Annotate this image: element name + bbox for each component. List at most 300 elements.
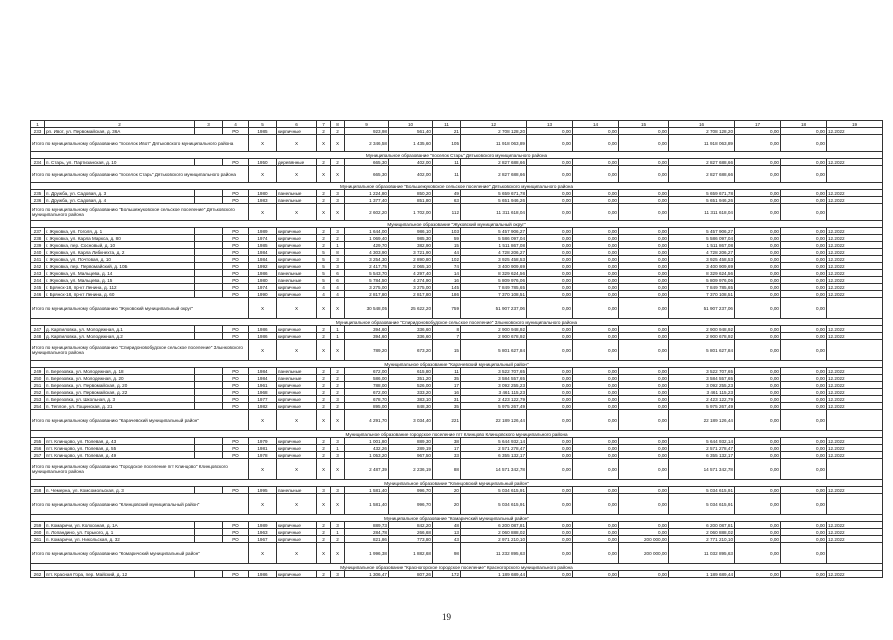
table-cell: панельные xyxy=(277,270,317,277)
table-cell xyxy=(195,452,223,459)
table-cell: панельные xyxy=(277,368,317,375)
table-cell: 234 xyxy=(31,159,45,166)
table-cell: панельные xyxy=(277,277,317,284)
table-cell: 251 xyxy=(31,382,45,389)
table-cell: 0,00 xyxy=(573,197,619,204)
table-cell: 12.2022 xyxy=(827,326,883,333)
table-cell: 0,00 xyxy=(527,487,573,494)
table-cell xyxy=(195,190,223,197)
table-cell: 2 346,58 xyxy=(345,135,389,152)
table-cell: 2 900 678,92 xyxy=(669,333,735,340)
table-cell: X xyxy=(331,135,345,152)
table-cell: 252 xyxy=(31,389,45,396)
table-cell: 0,00 xyxy=(781,403,827,410)
table-cell: 258 xyxy=(31,487,45,494)
table-cell: 236 xyxy=(31,197,45,204)
table-cell: X xyxy=(331,410,345,431)
table-cell: 2 xyxy=(317,396,331,403)
table-cell xyxy=(827,459,883,480)
table-cell: 12.2022 xyxy=(827,284,883,291)
table-cell: 44 xyxy=(433,249,461,256)
table-cell: 12.2022 xyxy=(827,263,883,270)
table-cell: 0,00 xyxy=(573,235,619,242)
table-cell: 0,00 xyxy=(527,340,573,361)
table-cell: 0,00 xyxy=(527,204,573,221)
table-cell: п. Старь, ул. Партизанская, д. 10 xyxy=(45,159,195,166)
table-row xyxy=(31,190,883,197)
table-cell: 5 659 671,78 xyxy=(461,190,527,197)
table-cell: 12.2022 xyxy=(827,396,883,403)
table-cell: 1 511 867,08 xyxy=(461,242,527,249)
table-cell: X xyxy=(249,543,277,564)
table-cell: 3 xyxy=(331,228,345,235)
table-cell: 16 xyxy=(669,121,735,128)
table-cell: РО xyxy=(223,235,249,242)
table-cell: 0,00 xyxy=(781,368,827,375)
table-cell: 6 200 087,81 xyxy=(461,522,527,529)
table-cell: 3 522 707,65 xyxy=(669,368,735,375)
table-cell: РО xyxy=(223,291,249,298)
table-cell: 5 xyxy=(317,249,331,256)
table-cell: 0,00 xyxy=(619,389,669,396)
table-cell: 1 644,00 xyxy=(345,228,389,235)
table-cell: РО xyxy=(223,438,249,445)
table-cell: 20 xyxy=(433,494,461,515)
table-cell: 1 435,60 xyxy=(389,135,433,152)
table-cell: 0,00 xyxy=(527,190,573,197)
table-cell: 615,80 xyxy=(389,368,433,375)
table-cell: 6 xyxy=(331,270,345,277)
table-cell xyxy=(195,197,223,204)
table-row xyxy=(31,389,883,396)
table-cell: панельные xyxy=(277,375,317,382)
table-cell: 0,00 xyxy=(619,235,669,242)
table-cell: кирпичные xyxy=(277,128,317,135)
section-title: Муниципальное образование "Спиридоновобудское сельское поселение" Злынковского муниципального района xyxy=(31,319,883,326)
table-cell: X xyxy=(317,340,331,361)
table-cell: 2 xyxy=(331,389,345,396)
table-cell: X xyxy=(317,298,331,319)
table-cell: 3 092 255,23 xyxy=(669,382,735,389)
table-cell: 0,00 xyxy=(619,277,669,284)
table-cell: 2 417,75 xyxy=(345,263,389,270)
table-cell: 2 xyxy=(331,128,345,135)
table-cell: 402,00 xyxy=(389,166,433,183)
table-cell: 289,19 xyxy=(389,445,433,452)
table-cell: 3 xyxy=(331,571,345,578)
table-cell: 12.2022 xyxy=(827,333,883,340)
table-cell: 12.2022 xyxy=(827,256,883,263)
table-cell xyxy=(195,536,223,543)
section-title: Муниципальное образование "Жуковский муниципальный округ" xyxy=(31,221,883,228)
table-cell: 678,70 xyxy=(345,396,389,403)
table-cell: 0,00 xyxy=(735,487,781,494)
table-cell xyxy=(827,494,883,515)
table-cell: 672,00 xyxy=(345,389,389,396)
table-cell: 12.2022 xyxy=(827,445,883,452)
table-cell: 967,50 xyxy=(389,452,433,459)
table-cell: 0,00 xyxy=(781,445,827,452)
table-cell: г. Жуковка, пер. Первомайский, д. 10Б xyxy=(45,263,195,270)
table-cell: 12.2022 xyxy=(827,522,883,529)
table-cell: 3 275,00 xyxy=(389,284,433,291)
table-cell: 240 xyxy=(31,249,45,256)
table-cell: 7 xyxy=(433,333,461,340)
table-row xyxy=(31,536,883,543)
table-cell: кирпичные xyxy=(277,389,317,396)
table-cell: 49 xyxy=(433,190,461,197)
table-row xyxy=(31,284,883,291)
table-cell: кирпичные xyxy=(277,263,317,270)
table-cell: 0,00 xyxy=(735,368,781,375)
table-cell: кирпичные xyxy=(277,438,317,445)
table-cell: 0,00 xyxy=(619,522,669,529)
subtotal-row xyxy=(31,166,883,183)
table-cell xyxy=(195,235,223,242)
table-cell: 48 xyxy=(433,522,461,529)
section-title: Муниципальное образование "Комаричский муниципальный район" xyxy=(31,515,883,522)
table-cell: 848,30 xyxy=(389,403,433,410)
table-cell: 0,00 xyxy=(735,529,781,536)
table-cell: 2 817,80 xyxy=(389,291,433,298)
table-cell: 13 xyxy=(527,121,573,128)
table-cell xyxy=(195,242,223,249)
table-cell: 10 xyxy=(389,121,433,128)
table-cell: 0,00 xyxy=(619,249,669,256)
table-cell: 2 xyxy=(317,571,331,578)
table-cell: 0,00 xyxy=(619,197,669,204)
page-number: 19 xyxy=(442,612,451,622)
table-cell: 0,00 xyxy=(527,410,573,431)
table-cell: 1 306,47 xyxy=(345,571,389,578)
table-cell: 2 708 128,20 xyxy=(669,128,735,135)
table-cell xyxy=(827,135,883,152)
table-cell: 996,70 xyxy=(389,487,433,494)
table-cell: 12.2022 xyxy=(827,277,883,284)
table-cell xyxy=(827,298,883,319)
table-cell: РО xyxy=(223,190,249,197)
table-cell: РО xyxy=(223,284,249,291)
table-cell: 2 xyxy=(317,159,331,166)
table-cell: 1 581,40 xyxy=(345,487,389,494)
table-cell: 1961 xyxy=(249,382,277,389)
subtotal-label: Итого по муниципальному образованию "поселок Старь" Дятьковского муниципального района xyxy=(31,166,249,183)
table-cell: 1990 xyxy=(249,291,277,298)
table-cell: 5 651 946,26 xyxy=(669,197,735,204)
table-row xyxy=(31,382,883,389)
table-cell: г. Жуковка, ул. Гоголя, д. 1 xyxy=(45,228,195,235)
table-cell: 0,00 xyxy=(527,389,573,396)
table-cell: X xyxy=(317,204,331,221)
table-cell: 5 644 932,14 xyxy=(669,438,735,445)
section-header-row xyxy=(31,319,883,326)
table-cell: 0,00 xyxy=(527,536,573,543)
table-cell: 1963 xyxy=(249,529,277,536)
table-cell: X xyxy=(277,135,317,152)
table-cell: п. Березовка, ул. Первомайская, д. 20 xyxy=(45,382,195,389)
table-cell: 14 571 342,78 xyxy=(669,459,735,480)
table-cell: п. Комаричи, ул. Никольская, д. 32 xyxy=(45,536,195,543)
table-cell: РО xyxy=(223,522,249,529)
table-cell: 12.2022 xyxy=(827,235,883,242)
table-cell: 985,30 xyxy=(389,235,433,242)
table-cell: 1 189 689,44 xyxy=(461,571,527,578)
table-cell: 0,00 xyxy=(573,529,619,536)
section-header-row xyxy=(31,152,883,159)
table-cell: 1 581,40 xyxy=(345,494,389,515)
table-cell xyxy=(195,382,223,389)
table-cell: 0,00 xyxy=(781,410,827,431)
table-cell: 0,00 xyxy=(781,197,827,204)
table-cell: 200 000,00 xyxy=(619,536,669,543)
table-cell: 0,00 xyxy=(735,135,781,152)
table-cell: 22 189 126,44 xyxy=(669,410,735,431)
table-cell: 0,00 xyxy=(573,190,619,197)
table-cell: 200 000,00 xyxy=(619,543,669,564)
table-cell: 0,00 xyxy=(781,256,827,263)
table-cell: г. Жуковка, ул. Мальцева, д. 14 xyxy=(45,270,195,277)
table-cell: 0,00 xyxy=(781,284,827,291)
table-cell: 3 400 909,69 xyxy=(669,263,735,270)
table-cell: 0,00 xyxy=(527,571,573,578)
table-cell: 0,00 xyxy=(781,340,827,361)
table-cell: 0,00 xyxy=(781,494,827,515)
table-cell: РО xyxy=(223,128,249,135)
table-cell xyxy=(195,571,223,578)
section-title: Муниципальное образование городское поселение пгт Клинцово Клинцовского муниципального района xyxy=(31,431,883,438)
table-cell xyxy=(195,438,223,445)
table-cell: 243 xyxy=(31,270,45,277)
table-cell xyxy=(827,166,883,183)
table-cell: 2 xyxy=(317,536,331,543)
table-cell: X xyxy=(277,298,317,319)
table-cell: X xyxy=(277,494,317,515)
table-cell: 233 xyxy=(31,128,45,135)
table-cell: 1 xyxy=(331,242,345,249)
table-cell: 1982 xyxy=(249,403,277,410)
subtotal-row xyxy=(31,410,883,431)
table-cell: 0,00 xyxy=(781,298,827,319)
table-cell: 1985 xyxy=(249,128,277,135)
table-cell: 336,60 xyxy=(389,333,433,340)
table-cell: 0,00 xyxy=(781,389,827,396)
table-cell: 2 423 122,79 xyxy=(461,396,527,403)
table-cell: 3 xyxy=(331,452,345,459)
table-cell: 4 274,90 xyxy=(389,277,433,284)
table-cell: 25 622,20 xyxy=(389,298,433,319)
table-cell: 0,00 xyxy=(573,368,619,375)
table-cell: 0,00 xyxy=(735,494,781,515)
table-cell: 0,00 xyxy=(573,298,619,319)
table-cell: 5 659 671,78 xyxy=(669,190,735,197)
table-row xyxy=(31,438,883,445)
table-cell: 145 xyxy=(433,284,461,291)
table-cell: 8 xyxy=(331,249,345,256)
table-cell: 0,00 xyxy=(619,403,669,410)
table-cell: кирпичные xyxy=(277,571,317,578)
table-cell: 0,00 xyxy=(781,291,827,298)
column-number-row xyxy=(31,121,883,128)
table-cell: РО xyxy=(223,571,249,578)
table-cell: 0,00 xyxy=(735,403,781,410)
table-cell: 2 xyxy=(317,242,331,249)
table-cell: 5 801 627,84 xyxy=(461,340,527,361)
table-cell: 2 xyxy=(317,403,331,410)
table-cell: 3 254,30 xyxy=(345,256,389,263)
table-cell: 850,20 xyxy=(389,190,433,197)
table-cell: 5 586 097,04 xyxy=(461,235,527,242)
table-cell: 0,00 xyxy=(781,263,827,270)
table-cell: 244 xyxy=(31,277,45,284)
table-cell: 0,00 xyxy=(735,438,781,445)
table-cell: г. Брянск-18, пр-кт Ленина, д. 112 xyxy=(45,284,195,291)
table-cell: 247 xyxy=(31,326,45,333)
table-cell: 2 708 128,20 xyxy=(461,128,527,135)
table-cell: 5 975 267,49 xyxy=(669,403,735,410)
table-cell: РО xyxy=(223,242,249,249)
table-cell: 3 xyxy=(317,487,331,494)
table-cell: 0,00 xyxy=(527,197,573,204)
table-cell: 1 224,80 xyxy=(345,190,389,197)
table-cell: г. Жуковка, ул. Карла Либкнехта, д. 2 xyxy=(45,249,195,256)
table-cell: 2 xyxy=(317,128,331,135)
table-cell: 262 xyxy=(31,571,45,578)
table-cell: 260 xyxy=(31,529,45,536)
table-cell xyxy=(195,277,223,284)
table-cell: 1979 xyxy=(249,438,277,445)
table-cell: 6 xyxy=(331,277,345,284)
section-header-row xyxy=(31,515,883,522)
table-cell: 0,00 xyxy=(527,284,573,291)
table-cell: X xyxy=(317,410,331,431)
table-cell: 33 xyxy=(433,452,461,459)
table-cell: 0,00 xyxy=(781,326,827,333)
subtotal-label: Итого по муниципальному образованию "Спиридоновобудское сельское поселение" Злынковского муниципального района xyxy=(31,340,249,361)
table-cell: 889,30 xyxy=(389,438,433,445)
table-cell: 11 xyxy=(433,368,461,375)
table-cell: X xyxy=(331,298,345,319)
table-cell: 1 xyxy=(331,529,345,536)
table-cell: 12.2022 xyxy=(827,228,883,235)
section-title: Муниципальное образование "Красногорское городское поселение" Красногорского муниципального района xyxy=(31,564,883,571)
table-cell: 665,30 xyxy=(345,166,389,183)
table-cell: 5 651 946,26 xyxy=(461,197,527,204)
table-cell: г. Жуковка, ул. Мальцева, д. 15 xyxy=(45,277,195,284)
table-cell: 5 xyxy=(317,277,331,284)
table-cell: 35 xyxy=(433,375,461,382)
table-cell: 0,00 xyxy=(573,277,619,284)
table-cell: 7 849 785,65 xyxy=(669,284,735,291)
table-cell: 0,00 xyxy=(619,375,669,382)
table-cell: 336,60 xyxy=(389,326,433,333)
table-cell: 11 918 063,89 xyxy=(461,135,527,152)
table-cell: 1 996,38 xyxy=(345,543,389,564)
table-cell: 3 xyxy=(331,256,345,263)
table-cell: X xyxy=(249,135,277,152)
table-cell: 2 827 688,66 xyxy=(461,159,527,166)
table-cell: 1984 xyxy=(249,256,277,263)
table-cell: г. Брянск-18, пр-кт Ленина, д. 60 xyxy=(45,291,195,298)
table-cell: 0,00 xyxy=(619,494,669,515)
table-cell: 1 001,80 xyxy=(345,438,389,445)
table-cell: 12.2022 xyxy=(827,382,883,389)
table-cell: 12.2022 xyxy=(827,128,883,135)
table-cell: 0,00 xyxy=(781,166,827,183)
table-cell: п. Лопандино, ул. Горького, д. 1 xyxy=(45,529,195,536)
table-cell xyxy=(195,445,223,452)
table-cell: 11 xyxy=(433,166,461,183)
table-cell: 0,00 xyxy=(573,459,619,480)
table-cell: 0,00 xyxy=(573,263,619,270)
table-cell: РО xyxy=(223,375,249,382)
table-cell: 105 xyxy=(433,135,461,152)
table-cell: панельные xyxy=(277,487,317,494)
table-cell: 1 189 689,44 xyxy=(669,571,735,578)
table-cell: 2 xyxy=(317,228,331,235)
subtotal-label: Итого по муниципальному образованию "Жуковский муниципальный округ" xyxy=(31,298,249,319)
table-cell: 2 827 688,66 xyxy=(669,166,735,183)
table-cell: 0,00 xyxy=(527,368,573,375)
table-cell: 5 809 976,06 xyxy=(669,277,735,284)
table-cell: 12.2022 xyxy=(827,487,883,494)
table-cell: РО xyxy=(223,396,249,403)
table-cell xyxy=(195,375,223,382)
table-cell: 2 971 210,10 xyxy=(461,536,527,543)
table-cell: 3 xyxy=(331,197,345,204)
table-cell: пгт. Красная Гора, пер. Майский, д. 12 xyxy=(45,571,195,578)
table-cell: 673,20 xyxy=(389,340,433,361)
table-cell: РО xyxy=(223,263,249,270)
table-cell: X xyxy=(277,166,317,183)
table-cell: 7 xyxy=(317,121,331,128)
table-cell: 0,00 xyxy=(735,571,781,578)
subtotal-row xyxy=(31,298,883,319)
table-cell: пгт. Клинцово, ул. Полевая, д. 55 xyxy=(45,445,195,452)
table-cell: 0,00 xyxy=(735,204,781,221)
table-cell: панельные xyxy=(277,190,317,197)
table-cell: 11 032 895,63 xyxy=(669,543,735,564)
table-cell: п. Комаричи, ул. Колхозная, д. 1А xyxy=(45,522,195,529)
table-cell: 789,20 xyxy=(345,340,389,361)
table-cell: 2 xyxy=(317,197,331,204)
table-cell: 351,20 xyxy=(389,375,433,382)
table-cell: 2 xyxy=(331,382,345,389)
table-cell: 0,00 xyxy=(573,135,619,152)
table-cell: 4 728 206,27 xyxy=(461,249,527,256)
table-cell: 0,00 xyxy=(735,459,781,480)
table-cell: п. Чемерна, ул. Комсомольская, д. 3 xyxy=(45,487,195,494)
table-cell: 31 xyxy=(433,396,461,403)
table-cell xyxy=(195,228,223,235)
section-title: Муниципальное образование "Клинцовский муниципальный район" xyxy=(31,480,883,487)
table-cell: 1985 xyxy=(249,242,277,249)
table-row xyxy=(31,487,883,494)
table-cell: 5 034 615,91 xyxy=(669,494,735,515)
table-cell: 7 849 785,65 xyxy=(461,284,527,291)
table-cell: 2 060 888,02 xyxy=(461,529,527,536)
table-cell: 14 xyxy=(433,270,461,277)
table-cell: 12.2022 xyxy=(827,190,883,197)
table-cell: 15 xyxy=(619,121,669,128)
table-cell: 15 xyxy=(433,242,461,249)
table-cell: РО xyxy=(223,403,249,410)
table-cell: 2 xyxy=(317,438,331,445)
table-cell: 5 457 906,27 xyxy=(461,228,527,235)
table-cell: 11 xyxy=(433,121,461,128)
table-cell: 16 xyxy=(433,389,461,396)
table-cell: 14 xyxy=(573,121,619,128)
table-cell: 3 xyxy=(331,263,345,270)
